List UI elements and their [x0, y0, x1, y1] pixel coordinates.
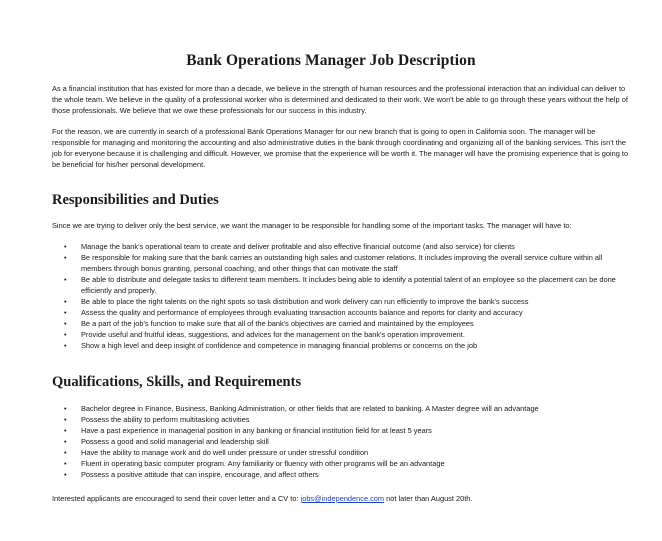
- qualifications-list: [52, 403, 632, 480]
- list-item: • Bachelor degree in Finance, Business, Banking Administration, or other fields that are related to banking. A Master degree will an advantage: [52, 403, 632, 414]
- list-item: • Provide useful and fruitful ideas, suggestions, and advices for the management on the bank's operation improvement.: [52, 329, 632, 340]
- list-item: • Possess a positive attitude that can inspire, encourage, and affect others: [52, 469, 632, 480]
- intro-paragraph-2: For the reason, we are currently in search of a professional Bank Operations Manager for our new branch that is going to open in California soon. The manager will be responsible for managing and monitoring the accounting and also administrative duties in the bank through coordinating and organizing all of the banking services. This isn't the job for everyone because it is challenging and difficult. However, we promise that the experience will be worth it. The manager will have the promising experience that is going to be beneficial for his/her personal development.: [52, 127, 629, 169]
- list-item: • Be able to place the right talents on the right spots so task distribution and work delivery can run efficiently to improve the bank's success: [52, 296, 632, 307]
- list-item: • Manage the bank's operational team to create and deliver profitable and also effective financial outcome (and also service) for clients: [52, 241, 632, 252]
- list-item: • Be able to distribute and delegate tasks to different team members. It includes being able to identify a potential talent of an employee so the placement can be done efficiently and properly.: [52, 274, 632, 296]
- closing-text: Interested applicants are encouraged to send their cover letter and a CV to:: [52, 494, 301, 503]
- list-item: • Have the ability to manage work and do well under pressure or under stressful condition: [52, 447, 632, 458]
- responsibilities-heading: Responsibilities and Duties: [52, 192, 219, 208]
- list-item: • Have a past experience in managerial position in any banking or financial institution field for at least 5 years: [52, 425, 632, 436]
- closing-paragraph: [52, 493, 632, 504]
- list-item: • Assess the quality and performance of employees through evaluating transaction accounts balance and reports for clarity and accuracy: [52, 307, 632, 318]
- list-item: • Show a high level and deep insight of confidence and competence in managing financial problems or concerns on the job: [52, 340, 632, 351]
- list-item: • Possess the ability to perform multitasking activities: [52, 414, 632, 425]
- responsibilities-intro: Since we are trying to deliver only the best service, we want the manager to be responsible for handling some of the important tasks. The manager will have to:: [52, 221, 572, 230]
- responsibilities-list: [52, 241, 632, 351]
- list-item: • Be a part of the job's function to make sure that all of the bank's objectives are carried and maintained by the employees: [52, 318, 632, 329]
- email-link[interactable]: jobs@independence.com: [300, 494, 385, 503]
- page-title: Bank Operations Manager Job Description: [186, 52, 476, 69]
- intro-paragraph-1: As a financial institution that has existed for more than a decade, we believe in the strength of human resources and the professional interaction that an individual can deliver to the whole team. We believe in the quality of a professional worker who is determined and dedicated to their work. We won't be able to go through these years without the help of those professionals. We believe that we owe these professionals for our success in this industry.: [52, 84, 628, 115]
- list-item: • Possess a good and solid managerial and leadership skill: [52, 436, 632, 447]
- list-item: • Be responsible for making sure that the bank carries an outstanding high sales and customer relations. It includes improving the overall service culture within all members through bonus granting, personal coaching, and other things that can motivate the staff: [52, 252, 632, 274]
- list-item: • Fluent in operating basic computer program. Any familiarity or fluency with other programs will be an advantage: [52, 458, 632, 469]
- qualifications-heading: Qualifications, Skills, and Requirements: [52, 374, 302, 390]
- closing-text-end: not later than August 20th.: [384, 494, 473, 503]
